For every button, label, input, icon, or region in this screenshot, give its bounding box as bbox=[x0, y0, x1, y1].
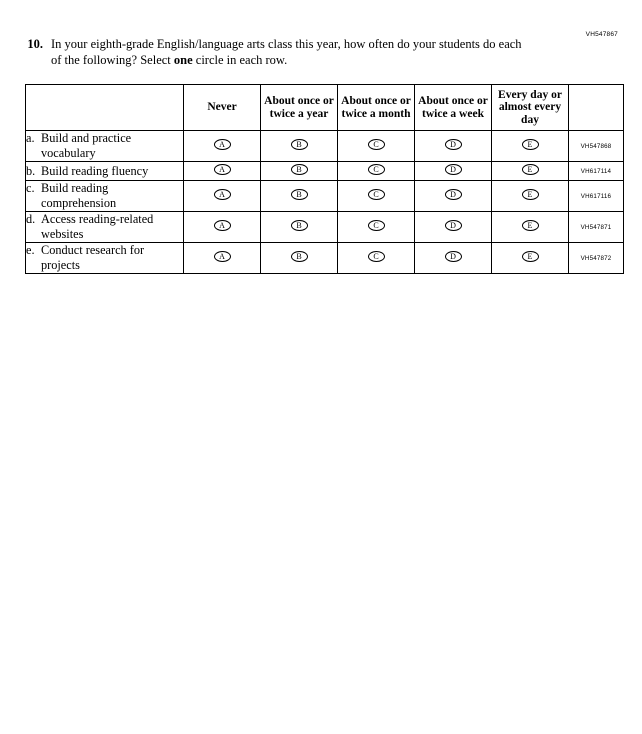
bubble-letter: E bbox=[527, 164, 533, 174]
bubble-a-never[interactable] bbox=[184, 131, 261, 162]
row-label-b: Build reading fluency bbox=[41, 163, 149, 178]
radio-bubble[interactable] bbox=[522, 251, 539, 262]
radio-bubble[interactable] bbox=[368, 164, 385, 175]
radio-bubble[interactable] bbox=[522, 139, 539, 150]
row-code-e: VH547872 bbox=[569, 243, 624, 274]
radio-bubble[interactable] bbox=[214, 189, 231, 200]
radio-bubble[interactable] bbox=[522, 220, 539, 231]
bubble-c-month[interactable] bbox=[338, 181, 415, 212]
bubble-letter: C bbox=[373, 164, 379, 174]
radio-bubble[interactable] bbox=[291, 251, 308, 262]
row-code-b: VH617114 bbox=[569, 162, 624, 181]
row-code-c: VH617116 bbox=[569, 181, 624, 212]
radio-bubble[interactable] bbox=[291, 139, 308, 150]
table-row bbox=[26, 212, 624, 243]
row-stem-d bbox=[26, 212, 184, 243]
row-stem-a bbox=[26, 131, 184, 162]
bubble-letter: D bbox=[450, 164, 456, 174]
header-once-twice-month: About once or twice a month bbox=[338, 85, 415, 131]
bubble-b-everyday[interactable] bbox=[492, 162, 569, 181]
bubble-letter: B bbox=[296, 220, 302, 230]
radio-bubble[interactable] bbox=[214, 251, 231, 262]
radio-bubble[interactable] bbox=[522, 164, 539, 175]
radio-bubble[interactable] bbox=[291, 189, 308, 200]
row-stem-c bbox=[26, 181, 184, 212]
row-letter-c: c. bbox=[26, 181, 35, 195]
bubble-a-everyday[interactable] bbox=[492, 131, 569, 162]
radio-bubble[interactable] bbox=[214, 164, 231, 175]
table-row bbox=[26, 131, 624, 162]
bubble-a-month[interactable] bbox=[338, 131, 415, 162]
bubble-letter: A bbox=[219, 220, 225, 230]
header-once-twice-year: About once or twice a year bbox=[261, 85, 338, 131]
bubble-letter: E bbox=[527, 189, 533, 199]
row-label-a: Build and practice vocabulary bbox=[41, 131, 132, 160]
row-letter-a: a. bbox=[26, 131, 35, 145]
question-text-part2: circle in each row. bbox=[192, 53, 288, 67]
radio-bubble[interactable] bbox=[291, 164, 308, 175]
header-every-day: Every day or almost every day bbox=[492, 85, 569, 131]
bubble-e-week[interactable] bbox=[415, 243, 492, 274]
bubble-letter: A bbox=[219, 164, 225, 174]
row-label-c: Build reading comprehension bbox=[41, 181, 117, 210]
radio-bubble[interactable] bbox=[368, 251, 385, 262]
radio-bubble[interactable] bbox=[214, 139, 231, 150]
form-code: VH547867 bbox=[585, 31, 618, 38]
row-stem-e bbox=[26, 243, 184, 274]
bubble-e-month[interactable] bbox=[338, 243, 415, 274]
bubble-d-everyday[interactable] bbox=[492, 212, 569, 243]
question-number: 10. bbox=[27, 37, 43, 51]
bubble-d-week[interactable] bbox=[415, 212, 492, 243]
bubble-c-everyday[interactable] bbox=[492, 181, 569, 212]
radio-bubble[interactable] bbox=[445, 220, 462, 231]
question-block bbox=[27, 36, 527, 68]
bubble-letter: D bbox=[450, 189, 456, 199]
row-letter-d: d. bbox=[26, 212, 36, 226]
bubble-b-year[interactable] bbox=[261, 162, 338, 181]
row-letter-b: b. bbox=[26, 163, 36, 178]
radio-bubble[interactable] bbox=[214, 220, 231, 231]
bubble-letter: D bbox=[450, 251, 456, 261]
row-label-d: Access reading-related websites bbox=[41, 212, 154, 241]
bubble-letter: B bbox=[296, 139, 302, 149]
question-text-emphasis: one bbox=[173, 53, 193, 67]
bubble-letter: C bbox=[373, 220, 379, 230]
row-code-a: VH547868 bbox=[569, 131, 624, 162]
bubble-letter: E bbox=[527, 139, 533, 149]
bubble-letter: B bbox=[296, 251, 302, 261]
bubble-c-week[interactable] bbox=[415, 181, 492, 212]
bubble-e-everyday[interactable] bbox=[492, 243, 569, 274]
header-code-blank bbox=[569, 85, 624, 131]
bubble-letter: B bbox=[296, 189, 302, 199]
bubble-e-never[interactable] bbox=[184, 243, 261, 274]
bubble-letter: B bbox=[296, 164, 302, 174]
radio-bubble[interactable] bbox=[522, 189, 539, 200]
table-row bbox=[26, 243, 624, 274]
row-code-d: VH547871 bbox=[569, 212, 624, 243]
header-never: Never bbox=[184, 85, 261, 131]
bubble-d-never[interactable] bbox=[184, 212, 261, 243]
bubble-b-week[interactable] bbox=[415, 162, 492, 181]
bubble-letter: A bbox=[219, 189, 225, 199]
question-text bbox=[51, 36, 527, 68]
bubble-d-year[interactable] bbox=[261, 212, 338, 243]
bubble-letter: D bbox=[450, 139, 456, 149]
radio-bubble[interactable] bbox=[445, 164, 462, 175]
bubble-b-never[interactable] bbox=[184, 162, 261, 181]
table-row bbox=[26, 181, 624, 212]
bubble-letter: E bbox=[527, 251, 533, 261]
bubble-letter: A bbox=[219, 251, 225, 261]
header-once-twice-week: About once or twice a week bbox=[415, 85, 492, 131]
bubble-c-year[interactable] bbox=[261, 181, 338, 212]
bubble-letter: C bbox=[373, 139, 379, 149]
header-stem-blank bbox=[26, 85, 184, 131]
row-stem-b bbox=[26, 162, 184, 181]
bubble-e-year[interactable] bbox=[261, 243, 338, 274]
bubble-letter: C bbox=[373, 189, 379, 199]
radio-bubble[interactable] bbox=[368, 139, 385, 150]
table-row bbox=[26, 162, 624, 181]
radio-bubble[interactable] bbox=[368, 220, 385, 231]
radio-bubble[interactable] bbox=[445, 189, 462, 200]
bubble-letter: E bbox=[527, 220, 533, 230]
radio-bubble[interactable] bbox=[291, 220, 308, 231]
bubble-d-month[interactable] bbox=[338, 212, 415, 243]
row-letter-e: e. bbox=[26, 243, 35, 257]
bubble-b-month[interactable] bbox=[338, 162, 415, 181]
bubble-a-year[interactable] bbox=[261, 131, 338, 162]
radio-bubble[interactable] bbox=[445, 139, 462, 150]
response-matrix bbox=[25, 84, 624, 274]
bubble-letter: C bbox=[373, 251, 379, 261]
radio-bubble[interactable] bbox=[368, 189, 385, 200]
bubble-letter: D bbox=[450, 220, 456, 230]
bubble-a-week[interactable] bbox=[415, 131, 492, 162]
bubble-c-never[interactable] bbox=[184, 181, 261, 212]
radio-bubble[interactable] bbox=[445, 251, 462, 262]
bubble-letter: A bbox=[219, 139, 225, 149]
matrix-header-row bbox=[26, 85, 624, 131]
row-label-e: Conduct research for projects bbox=[41, 243, 145, 272]
question-text-part1: In your eighth-grade English/language arts class this year, how often do your students do each of the following? Select bbox=[51, 37, 522, 67]
